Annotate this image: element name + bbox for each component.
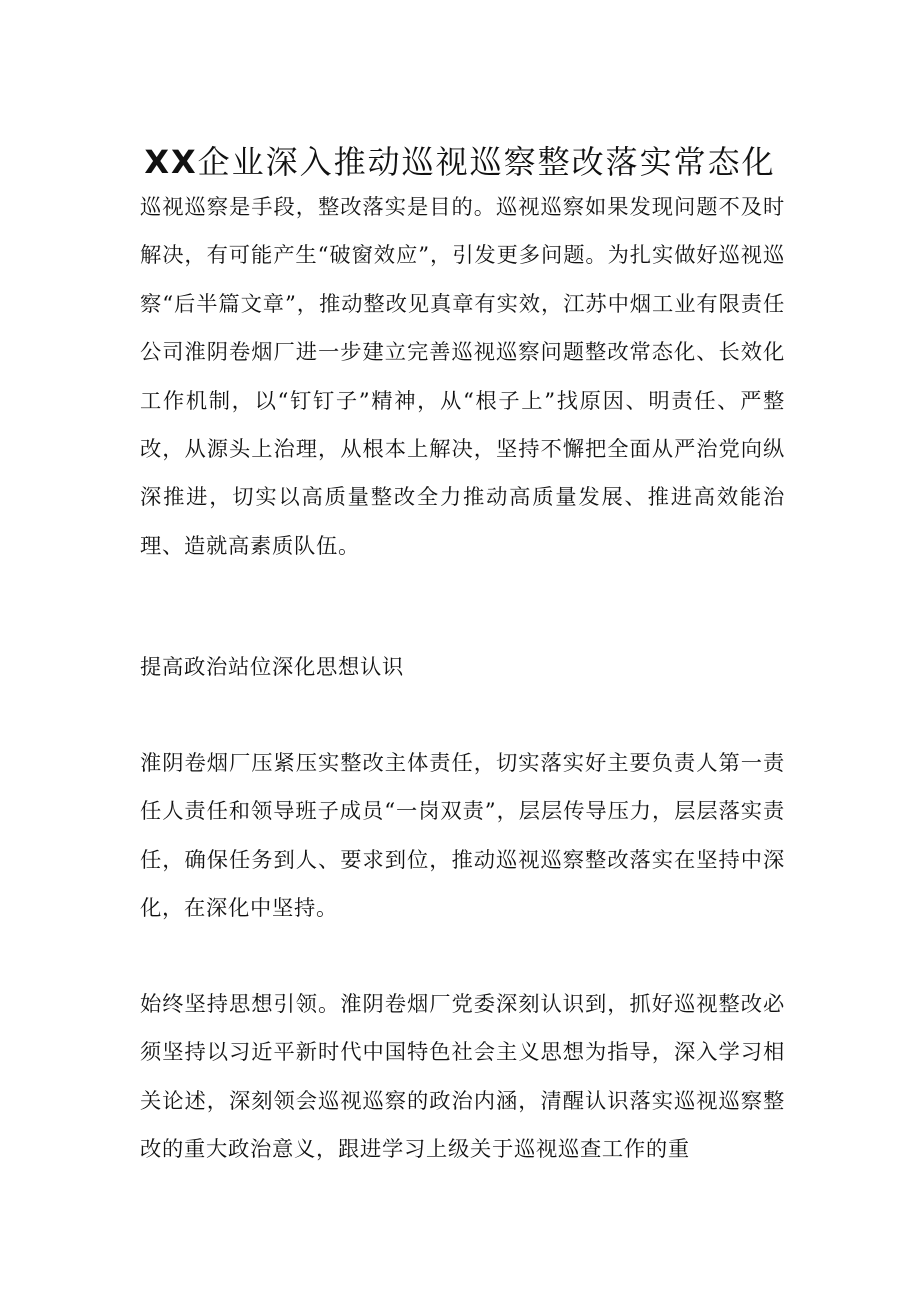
body-paragraph-ideology: 始终坚持思想引领。淮阴卷烟厂党委深刻认识到，抓好巡视整改必须坚持以习近平新时代中国特色社会主义思想为指导，深入学习相关论述，深刻领会巡视巡察的政治内涵，清醒认识落实巡视巡察整改的重大政治意义，跟进学习上级关于巡视巡查工作的重 [140, 992, 785, 1163]
intro-paragraph: 巡视巡察是手段，整改落实是目的。巡视巡察如果发现问题不及时解决，有可能产生“破窗效应”，引发更多问题。为扎实做好巡视巡察“后半篇文章”，推动整改见真章有实效，江苏中烟工业有限责任公司淮阴卷烟厂进一步建立完善巡视巡察问题整改常态化、长效化工作机制，以“钉钉子”精神，从“根子上”找原因、明责任、严整改，从源头上治理，从根本上解决，坚持不懈把全面从严治党向纵深推进，切实以高质量整改全力推动高质量发展、推进高效能治理、造就高素质队伍。 [140, 195, 785, 559]
document-title [0, 138, 920, 186]
body-paragraph-responsibility: 淮阴卷烟厂压紧压实整改主体责任，切实落实好主要负责人第一责任人责任和领导班子成员“一岗双责”，层层传导压力，层层落实责任，确保任务到人、要求到位，推动巡视巡察整改落实在坚持中深化，在深化中坚持。 [140, 751, 785, 922]
title-main: 企业深入推动巡视巡察整改落实常态化 [197, 143, 776, 181]
title-prefix: XX [144, 143, 198, 181]
section-heading: 提高政治站位深化思想认识 [140, 655, 404, 680]
